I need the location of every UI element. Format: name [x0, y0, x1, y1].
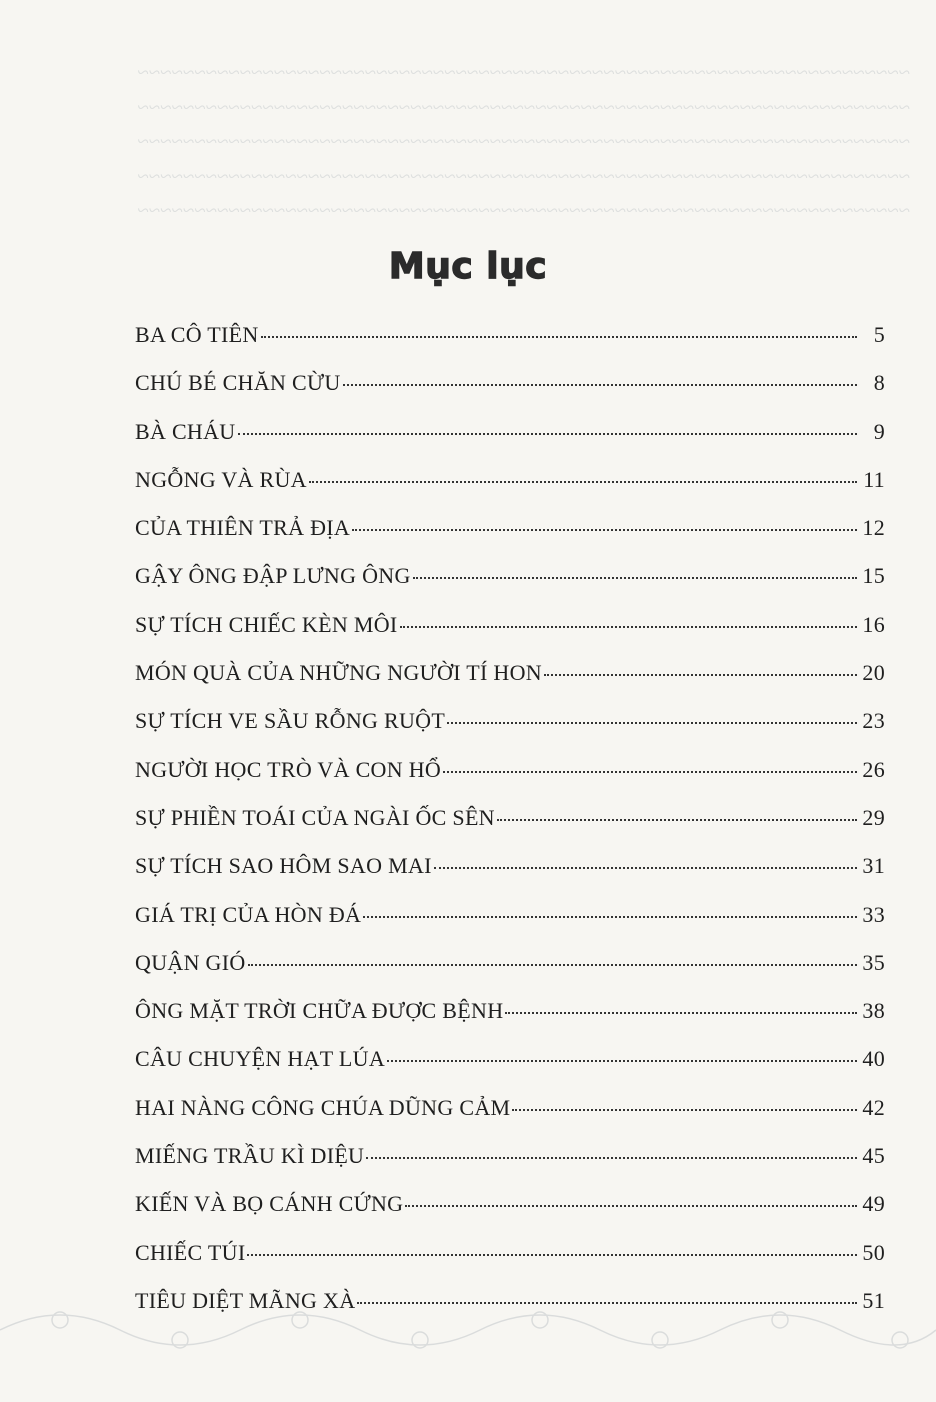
toc-entry-title: CHÚ BÉ CHĂN CỪU — [135, 370, 341, 396]
toc-entry-page-number: 11 — [863, 466, 885, 492]
dot-leader — [400, 626, 857, 628]
toc-entry — [135, 612, 885, 660]
dot-leader — [366, 1157, 857, 1159]
toc-entry — [135, 853, 885, 901]
dot-leader — [363, 916, 857, 918]
toc-entry-page-number: 50 — [862, 1239, 885, 1265]
toc-entry-page-number: 29 — [862, 804, 885, 830]
toc-entry — [135, 1143, 885, 1191]
toc-entry-title: BA CÔ TIÊN — [135, 322, 259, 347]
toc-entry-page-number: 35 — [862, 949, 885, 975]
toc-entry-title: BÀ CHÁU — [135, 418, 236, 444]
toc-entry — [135, 1046, 885, 1094]
dot-leader — [238, 433, 858, 435]
dot-leader — [413, 577, 857, 579]
toc-entry-title: NGƯỜI HỌC TRÒ VÀ CON HỔ — [135, 756, 442, 782]
toc-entry-title: CỦA THIÊN TRẢ ĐỊA — [135, 515, 351, 541]
toc-entry-page-number: 5 — [873, 322, 885, 347]
toc-entry-title: SỰ TÍCH VE SẦU RỖNG RUỘT — [135, 708, 446, 734]
toc-entry — [135, 1095, 885, 1143]
toc-entry — [135, 660, 885, 708]
toc-entry-page-number: 8 — [873, 370, 885, 396]
toc-entry-title: MIẾNG TRẦU KÌ DIỆU — [135, 1143, 365, 1169]
toc-entry-page-number: 9 — [873, 418, 885, 444]
dot-leader — [443, 771, 857, 773]
toc-entry-title: CHIẾC TÚI — [135, 1239, 246, 1265]
dot-leader — [357, 1302, 857, 1304]
dot-leader — [447, 722, 857, 724]
dot-leader — [544, 674, 857, 676]
toc-entry-title: SỰ TÍCH CHIẾC KÈN MÔI — [135, 611, 398, 637]
toc-entry-title: HAI NÀNG CÔNG CHÚA DŨNG CẢM — [135, 1094, 511, 1120]
dot-leader — [343, 384, 857, 386]
toc-entry-title: GẬY ÔNG ĐẬP LƯNG ÔNG — [135, 563, 411, 589]
toc-entry-page-number: 31 — [862, 853, 885, 879]
toc-entry — [135, 998, 885, 1046]
toc-entry — [135, 370, 885, 418]
toc-entry — [135, 950, 885, 998]
toc-entry-page-number: 51 — [862, 1287, 885, 1313]
toc-entry-title: SỰ PHIỀN TOÁI CỦA NGÀI ỐC SÊN — [135, 804, 495, 830]
toc-entry-title: GIÁ TRỊ CỦA HÒN ĐÁ — [135, 901, 362, 927]
toc-entry-title: KIẾN VÀ BỌ CÁNH CỨNG — [135, 1191, 404, 1217]
dot-leader — [387, 1060, 857, 1062]
toc-entry-title: MÓN QUÀ CỦA NHỮNG NGƯỜI TÍ HON — [135, 660, 542, 686]
toc-entry — [135, 563, 885, 611]
show-through-text: ~~~~~~~~~~~~~~~~~~~~~~~~~~~~~~~~~~~~~~~~~~~~~~~~~~~~~~~~~~~~~~~~~~~~ ~~~~~~~~~~~~~~~~~~~~~~~~~~~~~~~~~~~~~~~~~~~~~~~~~~~~~~~~~~~~~~~~~~~~ ~~~~~~~~~~~~~~~~~~~~~~~~~~~~~~~~~~~~~~~~~~~~~~~~~~~~~~~~~~~~~~~~~~~~ ~~~~~~~~~~~~~~~~~~~~~~~~~~~~~~~~~~~~~~~~~~~~~~~~~~~~~~~~~~~~~~~~~~~~ ~~~~~~~~~~~~~~~~~~~~~~~~~~~~~~~~~~~~~~~~~~~~~~~~~~~~~~~~~~~~~~~~~~~~ — [137, 60, 910, 222]
toc-entry-title: CÂU CHUYỆN HẠT LÚA — [135, 1046, 386, 1072]
dot-leader — [434, 867, 857, 869]
toc-entry-page-number: 38 — [862, 998, 885, 1024]
toc-entry-page-number: 40 — [862, 1046, 885, 1072]
toc-entry — [135, 1288, 885, 1336]
toc-entry — [135, 805, 885, 853]
dot-leader — [247, 1254, 857, 1256]
toc-entry-title: ÔNG MẶT TRỜI CHỮA ĐƯỢC BỆNH — [135, 998, 504, 1024]
toc-entry-page-number: 26 — [862, 756, 885, 782]
dot-leader — [497, 819, 857, 821]
dot-leader — [309, 481, 857, 483]
toc-entry — [135, 708, 885, 756]
toc-entry-page-number: 42 — [862, 1094, 885, 1120]
toc-entry — [135, 757, 885, 805]
toc-entry — [135, 467, 885, 515]
toc-entry — [135, 515, 885, 563]
toc-entry-page-number: 23 — [862, 708, 885, 734]
dot-leader — [512, 1109, 857, 1111]
table-of-contents — [135, 322, 885, 1336]
toc-entry — [135, 419, 885, 467]
toc-entry-page-number: 16 — [862, 611, 885, 637]
toc-entry — [135, 1240, 885, 1288]
toc-entry — [135, 1191, 885, 1239]
toc-entry-page-number: 45 — [862, 1143, 885, 1169]
toc-entry-title: QUẬN GIÓ — [135, 949, 246, 975]
toc-entry-page-number: 15 — [862, 563, 885, 589]
toc-entry — [135, 902, 885, 950]
toc-entry-page-number: 33 — [862, 901, 885, 927]
toc-entry-page-number: 20 — [862, 660, 885, 686]
dot-leader — [248, 964, 857, 966]
toc-entry — [135, 322, 885, 370]
toc-entry-title: SỰ TÍCH SAO HÔM SAO MAI — [135, 853, 432, 879]
dot-leader — [505, 1012, 857, 1014]
toc-entry-page-number: 12 — [862, 515, 885, 541]
dot-leader — [352, 529, 857, 531]
toc-entry-title: TIÊU DIỆT MÃNG XÀ — [135, 1287, 356, 1313]
toc-entry-page-number: 49 — [862, 1191, 885, 1217]
page-title: Mục lục — [388, 246, 548, 288]
dot-leader — [261, 336, 857, 338]
toc-entry-title: NGỖNG VÀ RÙA — [135, 466, 307, 492]
dot-leader — [405, 1205, 857, 1207]
